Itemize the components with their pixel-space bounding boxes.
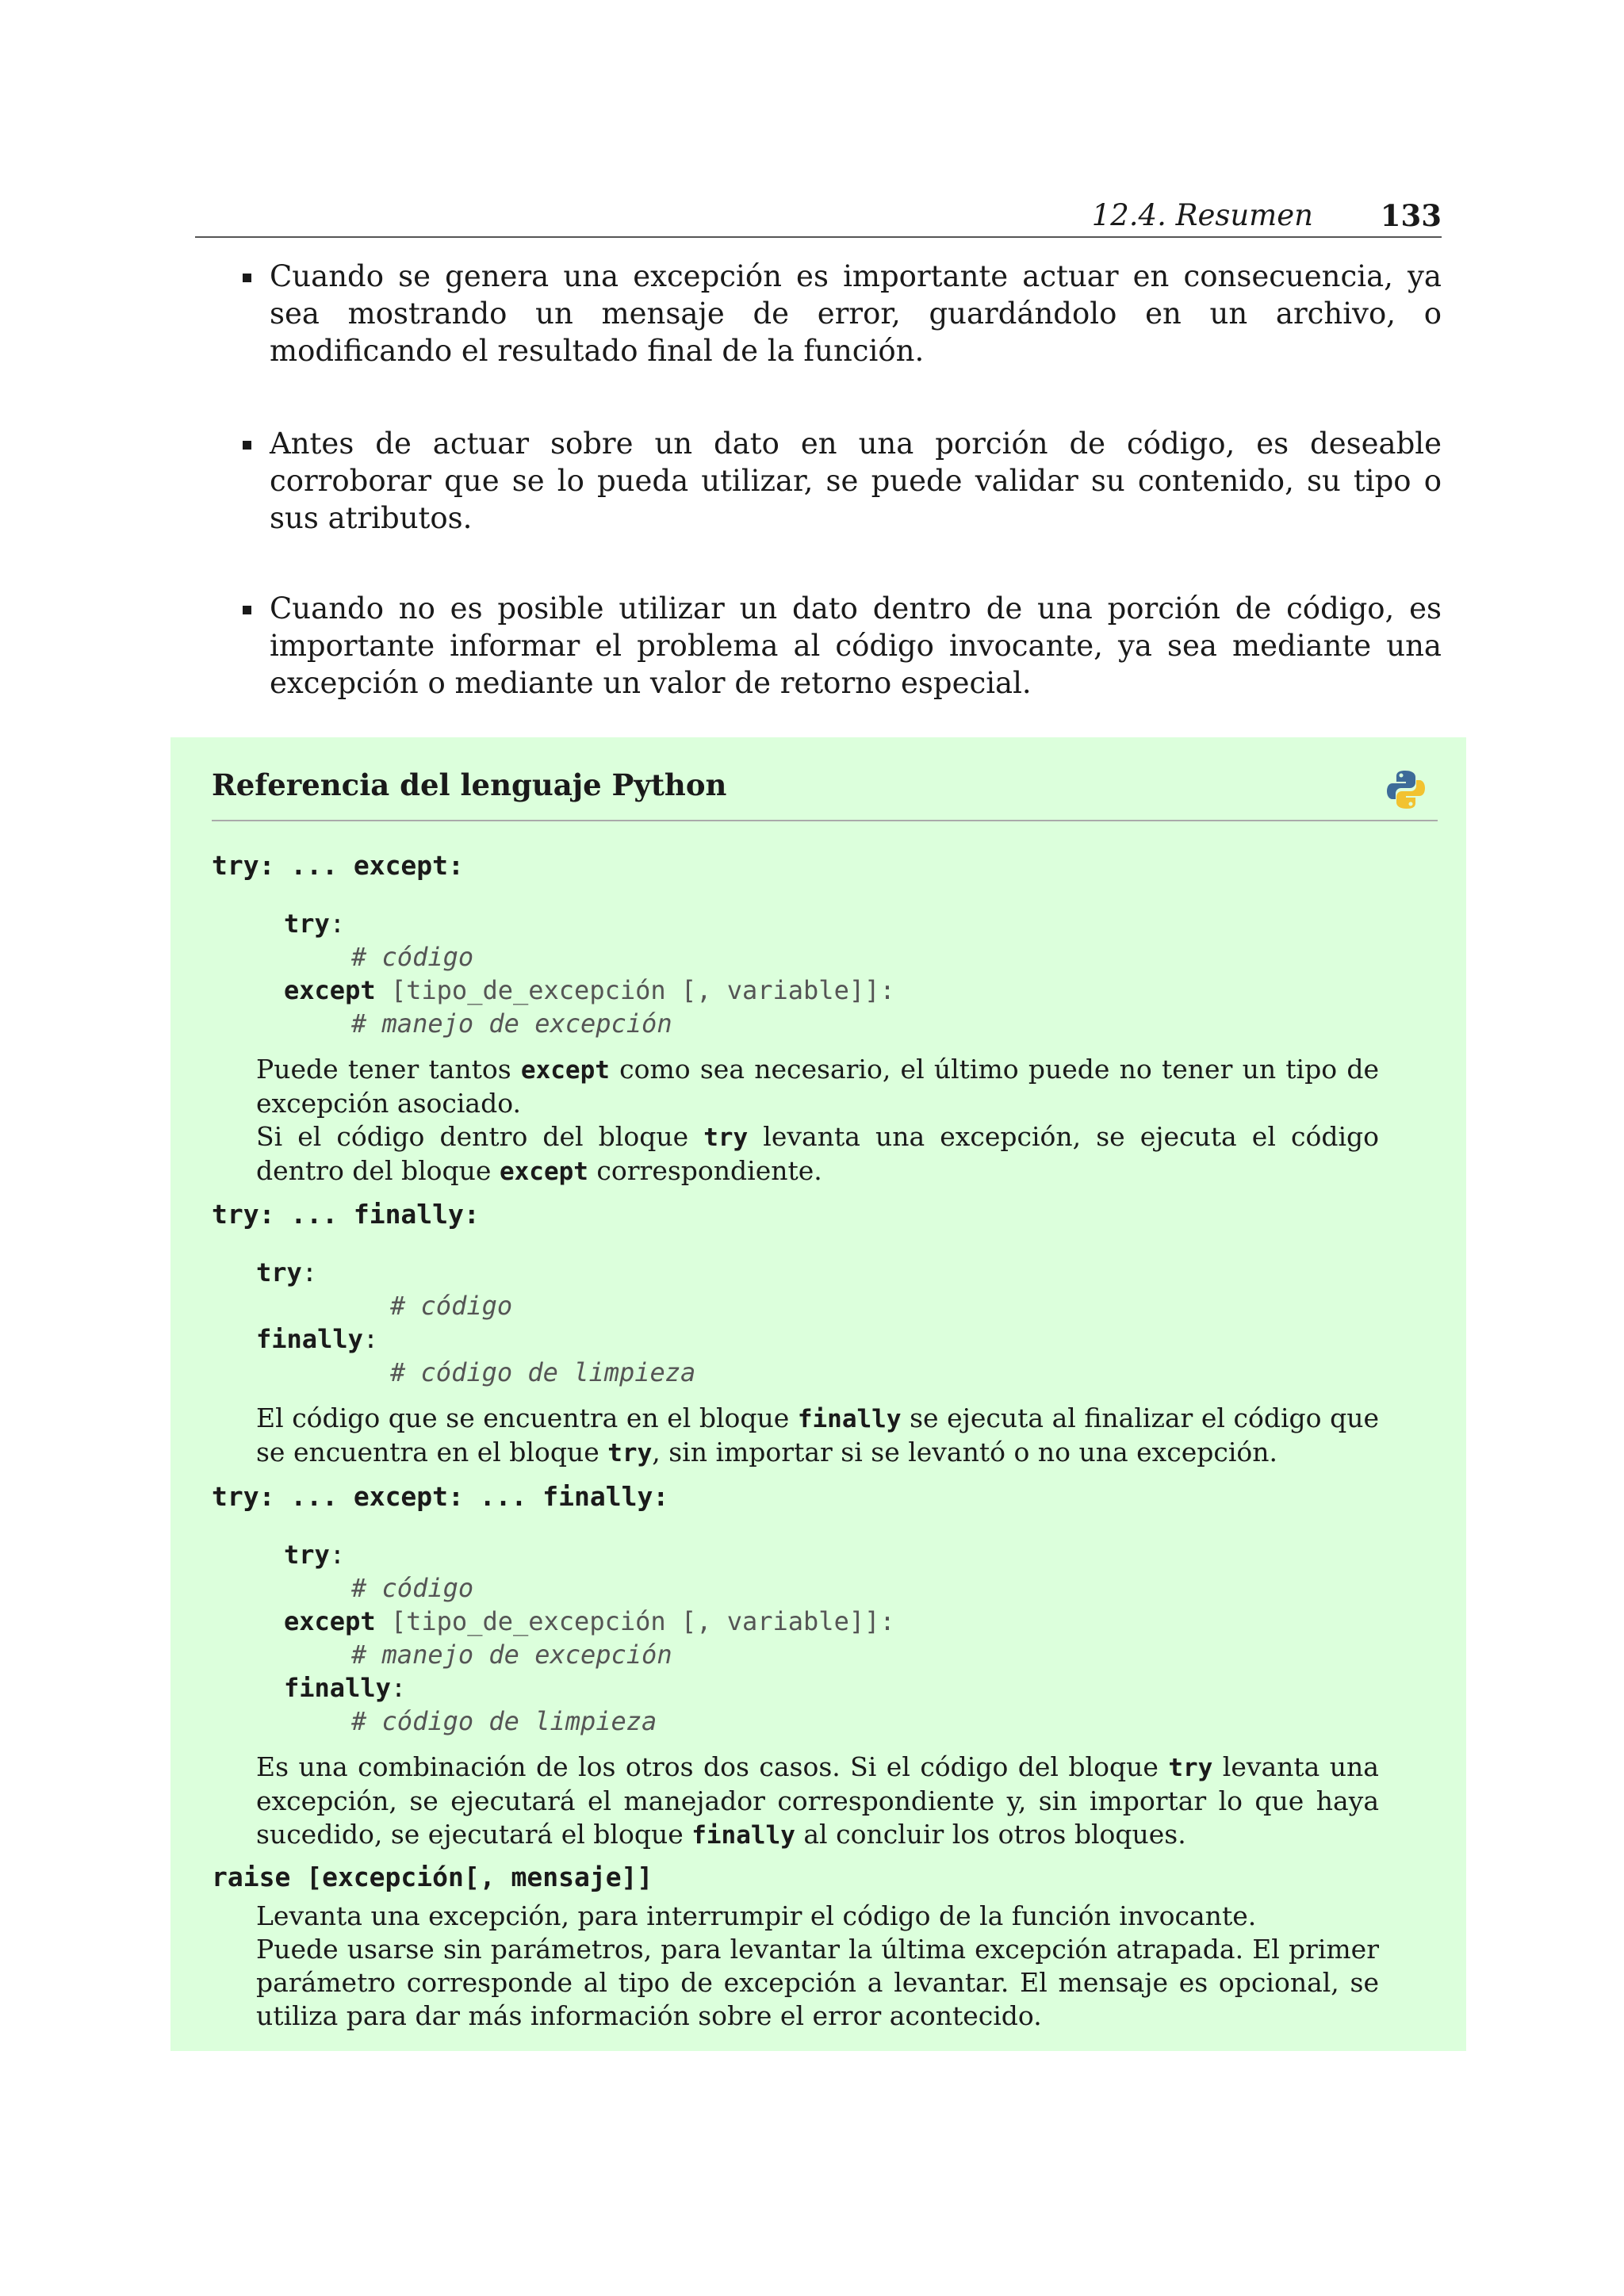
summary-list xyxy=(238,258,1442,757)
code-line: try: xyxy=(284,1540,346,1570)
code-line: try: xyxy=(256,1257,318,1288)
list-item: Antes de actuar sobre un dato en una porción de código, es deseable corroborar que se lo pueda utilizar, se puede validar su contenido, su tipo o sus atributos. xyxy=(238,425,1442,537)
bullet-square-icon xyxy=(243,274,251,282)
list-item: Cuando no es posible utilizar un dato dentro de una porción de código, es importante informar el problema al código invocante, ya sea mediante una excepción o mediante un valor de retorno especial. xyxy=(238,590,1442,702)
term-description: Puede tener tantos except como sea necesario, el último puede no tener un tipo de excepción asociado. Si el código dentro del bloque try levanta una excepción, se ejecuta el código dentro del bloque except correspondiente. xyxy=(256,1054,1379,1186)
page-number: 133 xyxy=(1380,198,1442,233)
title-divider xyxy=(212,820,1438,821)
code-line: finally: xyxy=(256,1324,379,1354)
code-line: except [tipo_de_excepción [, variable]]: xyxy=(284,1606,895,1636)
code-comment: # código xyxy=(351,942,474,972)
code-comment: # código xyxy=(351,1573,474,1603)
code-comment: # código de limpieza xyxy=(390,1357,696,1387)
bullet-square-icon xyxy=(243,441,251,450)
code-comment: # manejo de excepción xyxy=(351,1640,672,1670)
term-try-finally: try: ... finally: xyxy=(212,1199,480,1230)
code-comment: # código de limpieza xyxy=(351,1706,657,1736)
term-raise: raise [excepción[, mensaje]] xyxy=(212,1862,653,1892)
code-comment: # manejo de excepción xyxy=(351,1008,672,1039)
code-line: except [tipo_de_excepción [, variable]]: xyxy=(284,975,895,1005)
code-comment: # código xyxy=(390,1291,513,1321)
reference-box-title: Referencia del lenguaje Python xyxy=(212,767,727,802)
code-line: try: xyxy=(284,909,346,939)
term-description: Levanta una excepción, para interrumpir el código de la función invocante. Puede usarse sin parámetros, para levantar la última excepción atrapada. El primer parámetro corresponde al tipo de excepción a levantar. El mensaje es opcional, se utiliza para dar más información sobre el error acontecido. xyxy=(256,1900,1379,2031)
python-logo-icon xyxy=(1384,767,1428,812)
term-try-except-finally: try: ... except: ... finally: xyxy=(212,1481,669,1512)
list-item: Cuando se genera una excepción es importante actuar en consecuencia, ya sea mostrando un mensaje de error, guardándolo en un archivo, o modificando el resultado final de la función. xyxy=(238,258,1442,369)
code-line: finally: xyxy=(284,1673,407,1703)
section-title: 12.4. Resumen xyxy=(1091,198,1313,232)
term-description: El código que se encuentra en el bloque finally se ejecuta al finalizar el código que se encuentra en el bloque try, sin importar si se levantó o no una excepción. xyxy=(256,1402,1379,1468)
bullet-square-icon xyxy=(243,606,251,614)
term-description: Es una combinación de los otros dos casos. Si el código del bloque try levanta una excepción, se ejecutará el manejador correspondiente y, sin importar lo que haya sucedido, se ejecutará el bloque finally al concluir los otros bloques. xyxy=(256,1751,1379,1850)
running-header xyxy=(195,197,1442,238)
python-reference-box xyxy=(170,737,1466,2051)
term-try-except: try: ... except: xyxy=(212,850,464,881)
